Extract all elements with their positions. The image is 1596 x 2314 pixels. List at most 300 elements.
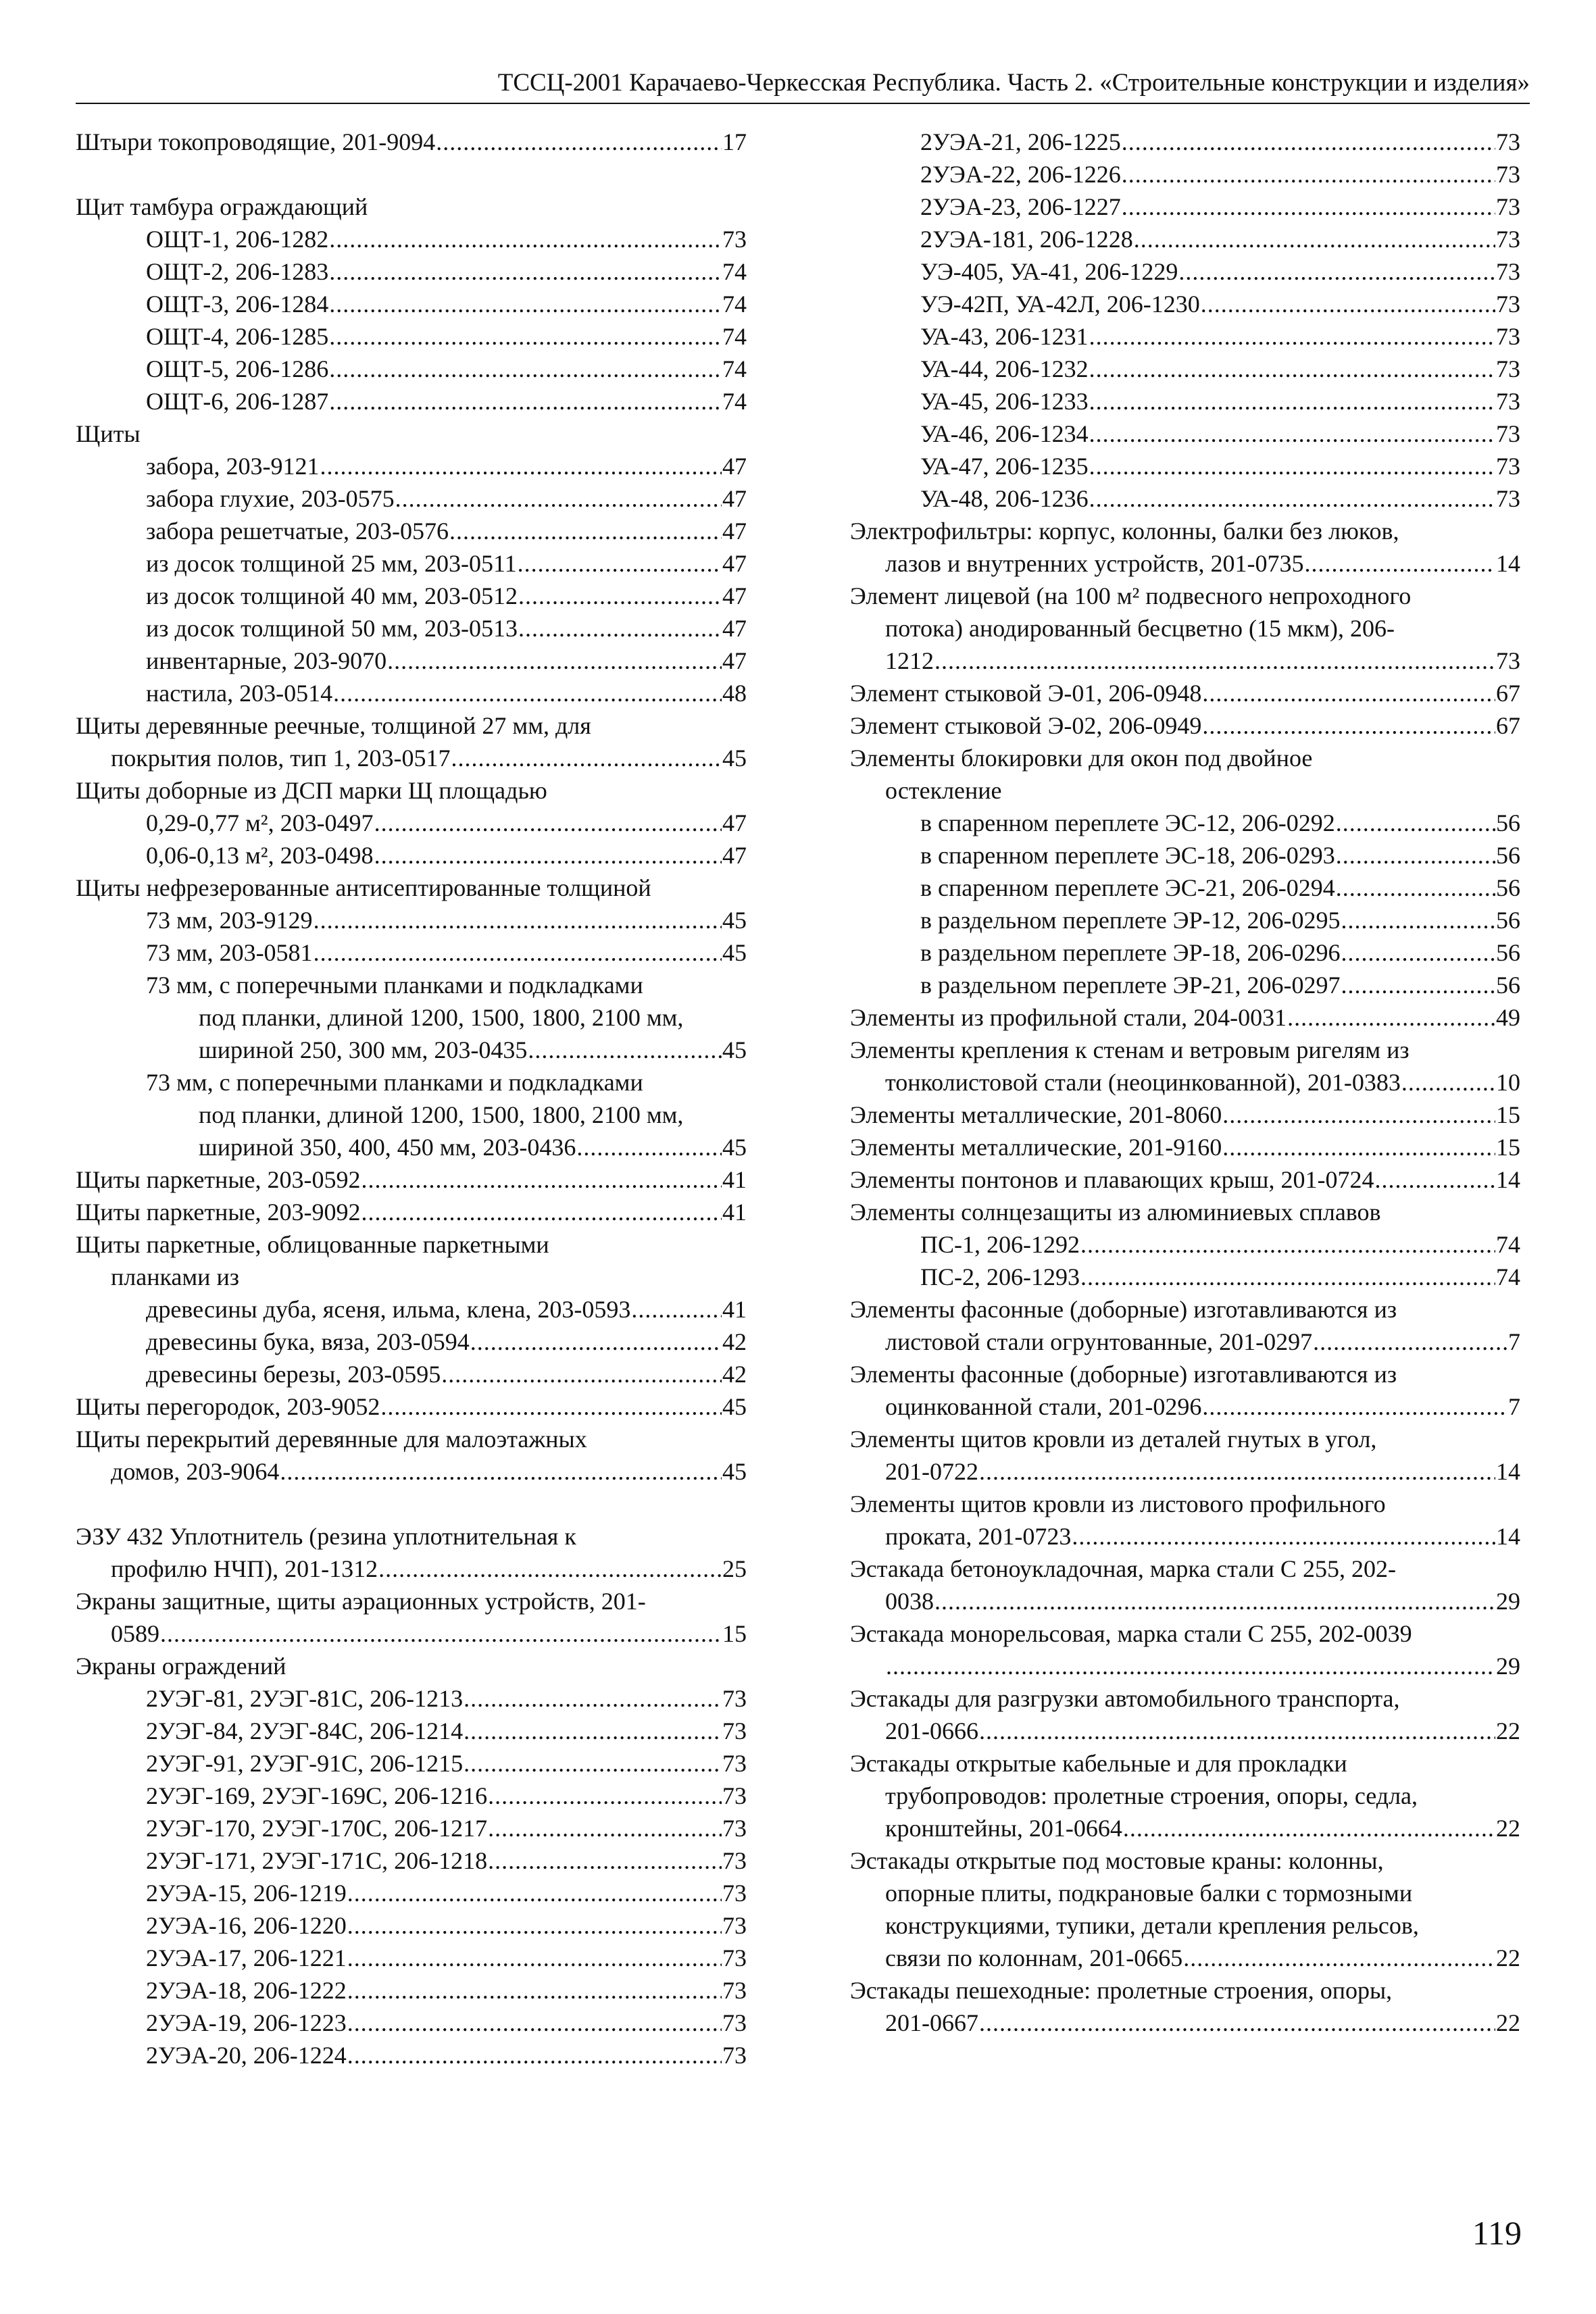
entry-text: домов, 203-9064 bbox=[111, 1458, 280, 1485]
entry-page-number: 7 bbox=[1508, 1328, 1520, 1355]
index-entry bbox=[850, 1390, 1520, 1423]
index-entry bbox=[850, 320, 1520, 353]
entry-page-number: 47 bbox=[722, 550, 747, 577]
dot-leader bbox=[1080, 1261, 1495, 1293]
dot-leader bbox=[329, 320, 722, 353]
entry-page-number: 56 bbox=[1496, 972, 1520, 999]
entry-page-number: 73 bbox=[1496, 420, 1520, 447]
dot-leader bbox=[464, 1682, 722, 1715]
dot-leader bbox=[361, 1196, 722, 1228]
entry-page-number: 56 bbox=[1496, 874, 1520, 901]
entry-text: 73 мм, с поперечными планками и подкладками bbox=[146, 972, 643, 999]
dot-leader bbox=[387, 645, 722, 677]
index-entry bbox=[850, 288, 1520, 320]
entry-text: листовой стали огрунтованные, 201-0297 bbox=[885, 1328, 1313, 1355]
dot-leader bbox=[464, 1715, 722, 1747]
dot-leader bbox=[361, 1163, 722, 1196]
index-entry bbox=[76, 1455, 747, 1488]
entry-text: древесины бука, вяза, 203-0594 bbox=[146, 1328, 470, 1355]
entry-text: Элементы крепления к стенам и ветровым ригелям из bbox=[850, 1036, 1410, 1063]
entry-text: ОЩТ-4, 206-1285 bbox=[146, 323, 329, 350]
entry-text: под планки, длиной 1200, 1500, 1800, 2100 мм, bbox=[199, 1101, 684, 1128]
entry-text: из досок толщиной 40 мм, 203-0512 bbox=[146, 582, 518, 609]
entry-text: Элемент стыковой Э-02, 206-0949 bbox=[850, 712, 1202, 739]
entry-page-number: 73 bbox=[722, 1880, 747, 1907]
index-entry bbox=[76, 774, 747, 807]
index-entry bbox=[76, 1812, 747, 1844]
index-entry bbox=[76, 936, 747, 969]
entry-page-number: 45 bbox=[722, 1393, 747, 1420]
entry-text: Элемент стыковой Э-01, 206-0948 bbox=[850, 680, 1202, 707]
dot-leader bbox=[347, 1877, 722, 1909]
index-entry bbox=[850, 936, 1520, 969]
entry-page-number: 22 bbox=[1496, 1944, 1520, 1971]
entry-page-number: 45 bbox=[722, 1036, 747, 1063]
entry-text: в спаренном переплете ЭС-12, 206-0292 bbox=[920, 809, 1335, 836]
dot-leader bbox=[518, 547, 722, 580]
dot-leader bbox=[347, 1942, 722, 1974]
entry-text: трубопроводов: пролетные строения, опоры, седла, bbox=[885, 1782, 1418, 1809]
index-entry bbox=[850, 1131, 1520, 1163]
entry-page-number: 25 bbox=[722, 1555, 747, 1582]
index-entry bbox=[76, 872, 747, 904]
dot-leader bbox=[347, 1909, 722, 1942]
index-entry bbox=[76, 1423, 747, 1455]
entry-page-number: 73 bbox=[1496, 323, 1520, 350]
index-entry bbox=[76, 904, 747, 936]
entry-text: 2УЭГ-91, 2УЭГ-91С, 206-1215 bbox=[146, 1750, 464, 1777]
index-entry bbox=[76, 1326, 747, 1358]
dot-leader bbox=[934, 645, 1495, 677]
entry-text: ЭЗУ 432 Уплотнитель (резина уплотнительная к bbox=[76, 1523, 576, 1550]
index-entry bbox=[850, 255, 1520, 288]
dot-leader bbox=[1122, 158, 1495, 191]
entry-text: планками из bbox=[111, 1263, 239, 1290]
dot-leader bbox=[280, 1455, 722, 1488]
entry-text: 73 мм, 203-9129 bbox=[146, 907, 313, 934]
entry-text: Элементы фасонные (доборные) изготавливаются из bbox=[850, 1361, 1397, 1388]
index-entry bbox=[850, 969, 1520, 1001]
entry-text: УА-47, 206-1235 bbox=[920, 453, 1089, 480]
page-header: ТССЦ-2001 Карачаево-Черкесская Республика. Часть 2. «Строительные конструкции и изделия» bbox=[76, 68, 1530, 104]
index-entry bbox=[850, 1909, 1520, 1942]
entry-page-number: 56 bbox=[1496, 809, 1520, 836]
index-entry bbox=[850, 774, 1520, 807]
entry-text: Щиты паркетные, 203-0592 bbox=[76, 1166, 361, 1193]
entry-text: УА-46, 206-1234 bbox=[920, 420, 1089, 447]
dot-leader bbox=[1313, 1326, 1507, 1358]
index-entry bbox=[76, 1001, 747, 1034]
entry-text: 201-0667 bbox=[885, 2009, 978, 2036]
index-entry bbox=[850, 1780, 1520, 1812]
entry-page-number: 45 bbox=[722, 1458, 747, 1485]
entry-text: 2УЭА-19, 206-1223 bbox=[146, 2009, 347, 2036]
entry-page-number: 22 bbox=[1496, 2009, 1520, 2036]
index-entry bbox=[850, 872, 1520, 904]
entry-text: Элементы металлические, 201-8060 bbox=[850, 1101, 1222, 1128]
dot-leader bbox=[1202, 709, 1495, 742]
index-entry bbox=[850, 158, 1520, 191]
index-entry bbox=[850, 450, 1520, 482]
dot-leader bbox=[1222, 1131, 1495, 1163]
entry-text: оцинкованной стали, 201-0296 bbox=[885, 1393, 1202, 1420]
entry-text: 2УЭГ-84, 2УЭГ-84С, 206-1214 bbox=[146, 1717, 464, 1744]
entry-text: Экраны защитные, щиты аэрационных устройств, 201- bbox=[76, 1588, 646, 1615]
index-entry bbox=[850, 1034, 1520, 1066]
index-entry bbox=[850, 126, 1520, 158]
dot-leader bbox=[329, 385, 722, 418]
dot-leader bbox=[488, 1780, 722, 1812]
entry-text: Щиты bbox=[76, 420, 141, 447]
entry-page-number: 47 bbox=[722, 453, 747, 480]
index-entry bbox=[850, 191, 1520, 223]
entry-text: Экраны ограждений bbox=[76, 1653, 286, 1680]
entry-text: профилю НЧП), 201-1312 bbox=[111, 1555, 378, 1582]
index-entry bbox=[76, 126, 747, 158]
dot-leader bbox=[934, 1585, 1495, 1617]
entry-text: под планки, длиной 1200, 1500, 1800, 2100 мм, bbox=[199, 1004, 684, 1031]
entry-page-number: 73 bbox=[722, 1750, 747, 1777]
entry-page-number: 67 bbox=[1496, 712, 1520, 739]
entry-text: Элементы металлические, 201-9160 bbox=[850, 1134, 1222, 1161]
entry-text: Элементы щитов кровли из листового профильного bbox=[850, 1490, 1386, 1517]
entry-text: УА-44, 206-1232 bbox=[920, 355, 1089, 382]
index-entry bbox=[76, 1942, 747, 1974]
dot-leader bbox=[488, 1844, 722, 1877]
entry-text: забора, 203-9121 bbox=[146, 453, 320, 480]
entry-text: УА-45, 206-1233 bbox=[920, 388, 1089, 415]
entry-page-number: 29 bbox=[1496, 1588, 1520, 1615]
entry-text: 0,06-0,13 м², 203-0498 bbox=[146, 842, 374, 869]
entry-text: кронштейны, 201-0664 bbox=[885, 1815, 1122, 1842]
dot-leader bbox=[1222, 1099, 1495, 1131]
index-entry bbox=[76, 1747, 747, 1780]
index-entry bbox=[76, 547, 747, 580]
entry-page-number: 74 bbox=[722, 323, 747, 350]
index-entry bbox=[850, 1228, 1520, 1261]
index-entry bbox=[76, 839, 747, 872]
entry-page-number: 45 bbox=[722, 939, 747, 966]
entry-text: шириной 250, 300 мм, 203-0435 bbox=[199, 1036, 528, 1063]
entry-text: Эстакады для разгрузки автомобильного транспорта, bbox=[850, 1685, 1400, 1712]
dot-leader bbox=[518, 580, 722, 612]
entry-text: 2УЭГ-170, 2УЭГ-170С, 206-1217 bbox=[146, 1815, 488, 1842]
entry-text: забора решетчатые, 203-0576 bbox=[146, 518, 449, 545]
index-entry bbox=[850, 807, 1520, 839]
dot-leader bbox=[1089, 385, 1495, 418]
entry-page-number: 42 bbox=[722, 1328, 747, 1355]
entry-page-number: 29 bbox=[1496, 1653, 1520, 1680]
entry-page-number: 73 bbox=[1496, 453, 1520, 480]
dot-leader bbox=[1089, 418, 1495, 450]
index-entry bbox=[850, 1617, 1520, 1650]
entry-page-number: 73 bbox=[722, 2009, 747, 2036]
index-entry bbox=[76, 1390, 747, 1423]
index-column-left bbox=[76, 126, 747, 2071]
index-entry bbox=[850, 1942, 1520, 1974]
entry-page-number: 73 bbox=[722, 1944, 747, 1971]
entry-page-number: 73 bbox=[1496, 485, 1520, 512]
dot-leader bbox=[395, 482, 722, 515]
dot-leader bbox=[1089, 320, 1495, 353]
index-entry bbox=[76, 1585, 747, 1617]
index-entry bbox=[850, 904, 1520, 936]
index-entry bbox=[850, 1650, 1520, 1682]
index-entry bbox=[850, 1747, 1520, 1780]
index-entry bbox=[76, 255, 747, 288]
entry-text: шириной 350, 400, 450 мм, 203-0436 bbox=[199, 1134, 576, 1161]
dot-leader bbox=[1201, 288, 1495, 320]
entry-text: лазов и внутренних устройств, 201-0735 bbox=[885, 550, 1304, 577]
dot-leader bbox=[979, 1715, 1495, 1747]
entry-page-number: 73 bbox=[1496, 291, 1520, 318]
index-entry bbox=[76, 1553, 747, 1585]
page-number: 119 bbox=[1472, 2214, 1522, 2252]
dot-leader bbox=[320, 450, 722, 482]
index-column-right bbox=[850, 126, 1520, 2039]
dot-leader bbox=[449, 515, 722, 547]
index-entry bbox=[76, 320, 747, 353]
index-entry bbox=[850, 1099, 1520, 1131]
entry-page-number: 15 bbox=[722, 1620, 747, 1647]
index-entry bbox=[850, 1196, 1520, 1228]
index-entry bbox=[850, 1715, 1520, 1747]
dot-leader bbox=[1183, 1942, 1495, 1974]
index-entry bbox=[850, 385, 1520, 418]
dot-leader bbox=[1374, 1163, 1495, 1196]
entry-text: древесины дуба, ясеня, ильма, клена, 203-0593 bbox=[146, 1296, 631, 1323]
index-entry bbox=[76, 677, 747, 709]
entry-page-number: 42 bbox=[722, 1361, 747, 1388]
entry-text: Элементы солнцезащиты из алюминиевых сплавов bbox=[850, 1199, 1381, 1226]
entry-text: Эстакада монорельсовая, марка стали С 255, 202-0039 bbox=[850, 1620, 1412, 1647]
dot-leader bbox=[1089, 482, 1495, 515]
entry-page-number: 73 bbox=[1496, 161, 1520, 188]
entry-text: 201-0666 bbox=[885, 1717, 978, 1744]
entry-page-number: 48 bbox=[722, 680, 747, 707]
entry-page-number: 73 bbox=[722, 1815, 747, 1842]
entry-text: Элемент лицевой (на 100 м² подвесного непроходного bbox=[850, 582, 1412, 609]
dot-leader bbox=[378, 1553, 722, 1585]
index-entry bbox=[76, 385, 747, 418]
entry-page-number: 47 bbox=[722, 518, 747, 545]
index-entry bbox=[850, 1682, 1520, 1715]
entry-page-number: 73 bbox=[1496, 355, 1520, 382]
entry-page-number: 17 bbox=[722, 128, 747, 155]
dot-leader bbox=[329, 223, 722, 255]
entry-page-number: 49 bbox=[1496, 1004, 1520, 1031]
dot-leader bbox=[1202, 677, 1495, 709]
index-entry bbox=[76, 1293, 747, 1326]
entry-page-number: 14 bbox=[1496, 1523, 1520, 1550]
entry-text: ОЩТ-2, 206-1283 bbox=[146, 258, 329, 285]
entry-text: Щиты нефрезерованные антисептированные толщиной bbox=[76, 874, 651, 901]
index-entry bbox=[850, 547, 1520, 580]
dot-leader bbox=[314, 904, 722, 936]
entry-page-number: 73 bbox=[722, 1717, 747, 1744]
entry-text: 2УЭА-20, 206-1224 bbox=[146, 2042, 347, 2069]
dot-leader bbox=[441, 1358, 722, 1390]
entry-text: ОЩТ-1, 206-1282 bbox=[146, 226, 329, 253]
entry-page-number: 41 bbox=[722, 1296, 747, 1323]
index-entry bbox=[76, 515, 747, 547]
dot-leader bbox=[1287, 1001, 1495, 1034]
entry-text: Элементы понтонов и плавающих крыш, 201-0724 bbox=[850, 1166, 1374, 1193]
entry-page-number: 15 bbox=[1496, 1101, 1520, 1128]
dot-leader bbox=[1202, 1390, 1507, 1423]
index-entry bbox=[76, 418, 747, 450]
dot-leader bbox=[1305, 547, 1495, 580]
dot-leader bbox=[374, 839, 722, 872]
entry-page-number: 73 bbox=[1496, 388, 1520, 415]
index-entry bbox=[850, 1974, 1520, 2007]
index-entry bbox=[76, 2039, 747, 2071]
dot-leader bbox=[1336, 807, 1495, 839]
entry-page-number: 47 bbox=[722, 842, 747, 869]
dot-leader bbox=[1089, 353, 1495, 385]
entry-page-number: 45 bbox=[722, 745, 747, 772]
index-entry bbox=[850, 1877, 1520, 1909]
index-entry bbox=[850, 742, 1520, 774]
index-entry bbox=[76, 1163, 747, 1196]
entry-page-number: 45 bbox=[722, 1134, 747, 1161]
entry-text: Электрофильтры: корпус, колонны, балки без люков, bbox=[850, 518, 1399, 545]
entry-text: 0589 bbox=[111, 1620, 159, 1647]
entry-text: настила, 203-0514 bbox=[146, 680, 333, 707]
entry-text: Эстакады открытые кабельные и для прокладки bbox=[850, 1750, 1347, 1777]
index-entry bbox=[850, 1326, 1520, 1358]
dot-leader bbox=[347, 2039, 722, 2071]
entry-text: Элементы щитов кровли из деталей гнутых в угол, bbox=[850, 1426, 1377, 1453]
entry-text: связи по колоннам, 201-0665 bbox=[885, 1944, 1183, 1971]
index-entry bbox=[76, 1780, 747, 1812]
index-entry bbox=[76, 1909, 747, 1942]
dot-leader bbox=[1122, 126, 1495, 158]
index-entry bbox=[76, 807, 747, 839]
entry-page-number: 74 bbox=[722, 258, 747, 285]
entry-page-number: 7 bbox=[1508, 1393, 1520, 1420]
entry-text: УЭ-405, УА-41, 206-1229 bbox=[920, 258, 1178, 285]
index-entry bbox=[850, 1553, 1520, 1585]
index-entry bbox=[850, 1520, 1520, 1553]
index-entry bbox=[850, 1358, 1520, 1390]
index-entry bbox=[76, 1974, 747, 2007]
entry-text: 2УЭГ-169, 2УЭГ-169С, 206-1216 bbox=[146, 1782, 488, 1809]
entry-text: Элементы фасонные (доборные) изготавливаются из bbox=[850, 1296, 1397, 1323]
index-entry bbox=[850, 1261, 1520, 1293]
index-entry bbox=[76, 709, 747, 742]
entry-text: покрытия полов, тип 1, 203-0517 bbox=[111, 745, 451, 772]
index-entry bbox=[850, 1455, 1520, 1488]
entry-page-number: 47 bbox=[722, 582, 747, 609]
entry-text: Элементы блокировки для окон под двойное bbox=[850, 745, 1313, 772]
entry-text: ПС-1, 206-1292 bbox=[920, 1231, 1080, 1258]
entry-page-number: 41 bbox=[722, 1166, 747, 1193]
entry-page-number: 47 bbox=[722, 809, 747, 836]
entry-text: 2УЭА-181, 206-1228 bbox=[920, 226, 1133, 253]
entry-text: из досок толщиной 50 мм, 203-0513 bbox=[146, 615, 518, 642]
entry-text: УЭ-42П, УА-42Л, 206-1230 bbox=[920, 291, 1200, 318]
index-entry bbox=[76, 191, 747, 223]
entry-text: 2УЭА-18, 206-1222 bbox=[146, 1977, 347, 2004]
dot-leader bbox=[1336, 872, 1495, 904]
dot-leader bbox=[488, 1812, 722, 1844]
entry-page-number: 73 bbox=[722, 2042, 747, 2069]
entry-page-number: 45 bbox=[722, 907, 747, 934]
entry-text: Щиты паркетные, 203-9092 bbox=[76, 1199, 361, 1226]
index-entry bbox=[850, 677, 1520, 709]
index-entry bbox=[76, 1034, 747, 1066]
index-entry bbox=[76, 1131, 747, 1163]
index-entry bbox=[850, 709, 1520, 742]
index-entry bbox=[76, 1099, 747, 1131]
entry-text: древесины березы, 203-0595 bbox=[146, 1361, 441, 1388]
index-entry bbox=[76, 1715, 747, 1747]
entry-text: 73 мм, 203-0581 bbox=[146, 939, 313, 966]
entry-text: УА-48, 206-1236 bbox=[920, 485, 1089, 512]
entry-page-number: 14 bbox=[1496, 1166, 1520, 1193]
index-entry bbox=[850, 515, 1520, 547]
entry-page-number: 73 bbox=[1496, 128, 1520, 155]
index-entry bbox=[76, 645, 747, 677]
index-entry bbox=[850, 482, 1520, 515]
index-entry bbox=[76, 1358, 747, 1390]
dot-leader bbox=[329, 353, 722, 385]
entry-text: 2УЭА-23, 206-1227 bbox=[920, 193, 1121, 220]
entry-text: Щиты перекрытий деревянные для малоэтажных bbox=[76, 1426, 587, 1453]
entry-text: 201-0722 bbox=[885, 1458, 978, 1485]
dot-leader bbox=[464, 1747, 722, 1780]
entry-text: 1212 bbox=[885, 647, 934, 674]
dot-leader bbox=[1341, 969, 1496, 1001]
dot-leader bbox=[1178, 255, 1495, 288]
dot-leader bbox=[380, 1390, 722, 1423]
dot-leader bbox=[1134, 223, 1495, 255]
index-entry bbox=[850, 1585, 1520, 1617]
entry-page-number: 74 bbox=[722, 388, 747, 415]
entry-text: 2УЭА-21, 206-1225 bbox=[920, 128, 1121, 155]
entry-text: конструкциями, тупики, детали крепления рельсов, bbox=[885, 1912, 1419, 1939]
dot-leader bbox=[1336, 839, 1495, 872]
dot-leader bbox=[1123, 1812, 1495, 1844]
dot-leader bbox=[436, 126, 722, 158]
entry-text: ОЩТ-3, 206-1284 bbox=[146, 291, 329, 318]
index-entry bbox=[76, 1844, 747, 1877]
entry-page-number: 47 bbox=[722, 485, 747, 512]
entry-page-number: 73 bbox=[1496, 193, 1520, 220]
entry-text: Щиты паркетные, облицованные паркетными bbox=[76, 1231, 549, 1258]
index-entry bbox=[850, 353, 1520, 385]
entry-text: потока) анодированный бесцветно (15 мкм), 206- bbox=[885, 615, 1395, 642]
index-entry bbox=[850, 580, 1520, 612]
entry-text: ОЩТ-5, 206-1286 bbox=[146, 355, 329, 382]
entry-page-number: 73 bbox=[722, 1685, 747, 1712]
dot-leader bbox=[518, 612, 722, 645]
index-entry bbox=[76, 353, 747, 385]
dot-leader bbox=[1401, 1066, 1495, 1099]
index-entry bbox=[76, 1196, 747, 1228]
entry-page-number: 73 bbox=[722, 1977, 747, 2004]
dot-leader bbox=[979, 2007, 1495, 2039]
entry-text: ПС-2, 206-1293 bbox=[920, 1263, 1080, 1290]
index-entry bbox=[76, 1261, 747, 1293]
index-entry bbox=[850, 1293, 1520, 1326]
entry-page-number: 10 bbox=[1496, 1069, 1520, 1096]
dot-leader bbox=[1080, 1228, 1495, 1261]
dot-leader bbox=[333, 677, 722, 709]
entry-page-number: 73 bbox=[1496, 258, 1520, 285]
index-entry bbox=[76, 580, 747, 612]
